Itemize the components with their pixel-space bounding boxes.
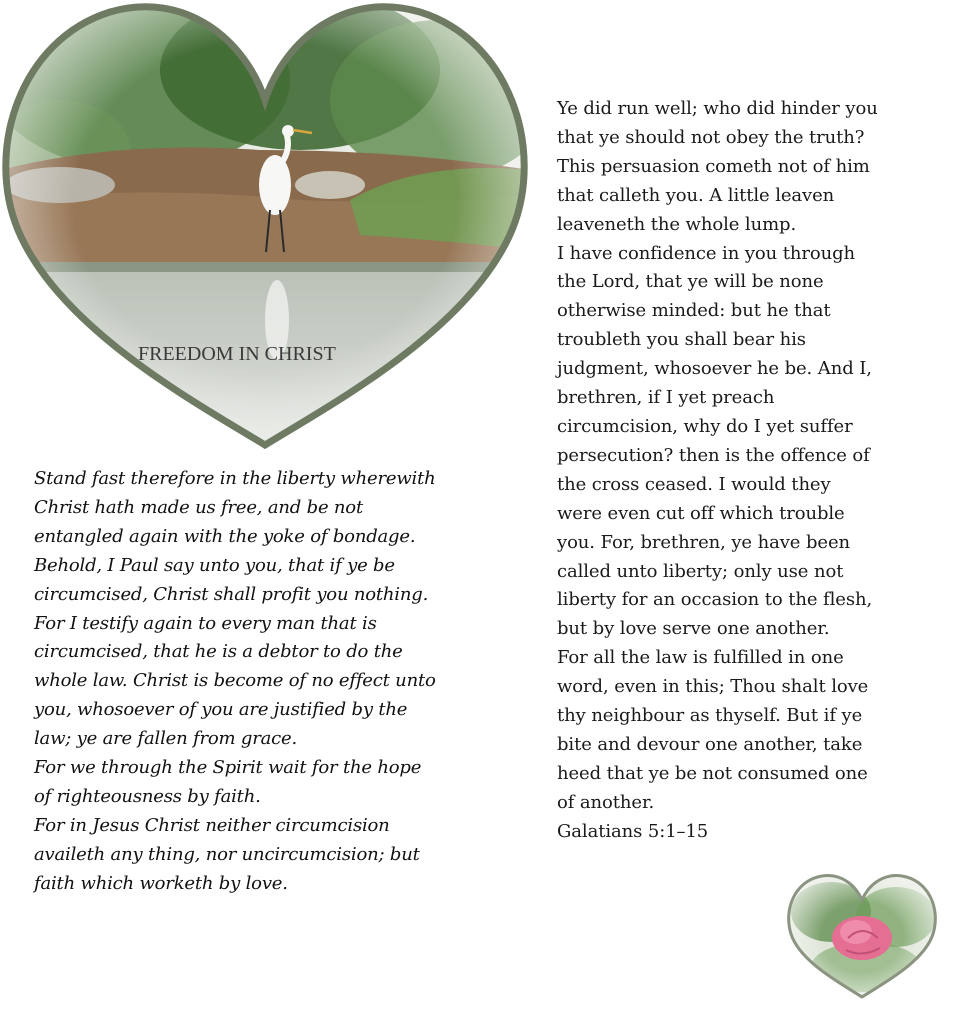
heart-egret-picture [0, 0, 530, 452]
right-paragraph: I have confidence in you through the Lord, that ye will be none otherwise minded: but he that troubleth you shall bear his judgment, whosoever he be. And I, brethren, if I yet preach circumcision, why do I yet suffer persecution? then is the offence of the cross ceased. I would they were even cut off which trouble you. For, brethren, ye have been called unto liberty; only use not liberty for an occasion to the flesh, but by love serve one another. [557, 242, 873, 640]
left-scripture-column [34, 465, 436, 899]
left-paragraph: Stand fast therefore in the liberty wherewith Christ hath made us free, and be not entangled again with the yoke of bondage. Behold, I Paul say unto you, that if ye be circumcised, Christ shall profit you nothing. For I testify again to every man that is circumcised, that he is a debtor to do the whole law. Christ is become of no effect unto you, whosoever of you are justified by the law; ye are fallen from grace. [34, 468, 436, 750]
left-paragraph: For in Jesus Christ neither circumcision availeth any thing, nor uncircumcision; but faith which worketh by love. [34, 814, 420, 894]
heart-rose-picture [786, 872, 938, 1002]
right-paragraph: Ye did run well; who did hinder you that ye should not obey the truth? This persuasion cometh not of him that calleth you. A little leaven leaveneth the whole lump. [557, 98, 878, 235]
right-scripture-column [557, 95, 879, 847]
heart-caption: FREEDOM IN CHRIST [138, 343, 336, 365]
scripture-reference: Galatians 5:1–15 [557, 820, 709, 842]
left-paragraph: For we through the Spirit wait for the hope of righteousness by faith. [34, 757, 422, 807]
right-paragraph: For all the law is fulfilled in one word, even in this; Thou shalt love thy neighbour as thyself. But if ye bite and devour one another, take heed that ye be not consumed one of another. [557, 647, 869, 813]
